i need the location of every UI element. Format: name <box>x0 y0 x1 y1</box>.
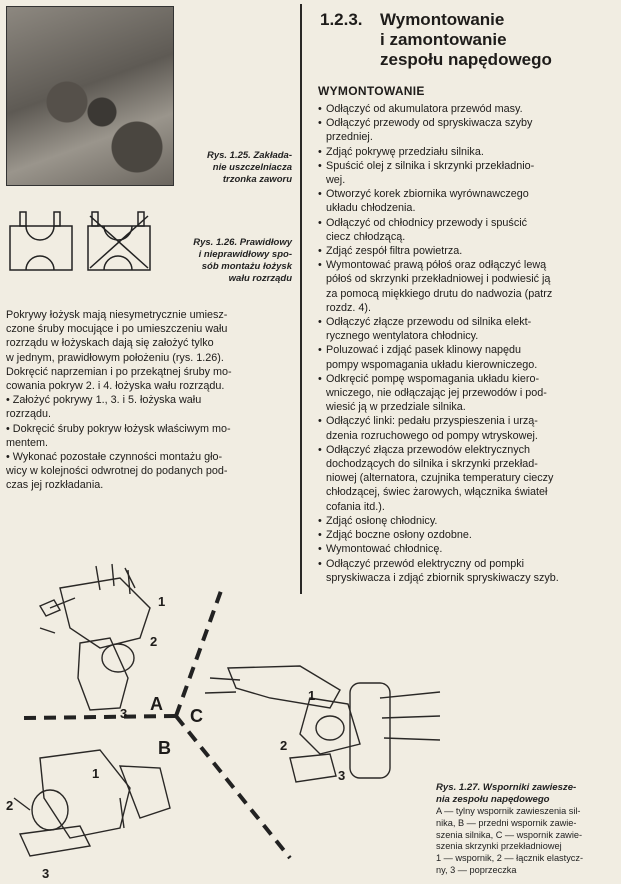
removal-step-line: układu chłodzenia. <box>326 202 416 215</box>
bearing-cap-diagram <box>8 208 156 280</box>
removal-step <box>318 528 614 542</box>
removal-step-line: • Odłączyć przewody od spryskiwacza szyby <box>326 117 533 130</box>
removal-step <box>318 102 614 116</box>
removal-step-line: • Spuścić olej z silnika i skrzynki przekładnio- <box>326 159 535 172</box>
label-A: A <box>150 694 163 714</box>
removal-step-line: • Odkręcić pompę wspomagania układu kiero- <box>326 372 540 385</box>
removal-step <box>318 372 614 415</box>
removal-step <box>318 116 614 144</box>
label-B: B <box>158 738 171 758</box>
label-2-c: 2 <box>280 738 288 753</box>
removal-step-line: • Odłączyć złącze przewodu od silnika elekt- <box>326 316 532 329</box>
removal-step <box>318 216 614 244</box>
section-heading <box>320 10 616 70</box>
removal-heading: WYMONTOWANIE <box>318 84 425 98</box>
removal-step-line: • Odłączyć przewód elektryczny od pompki <box>326 557 525 570</box>
removal-step-line: półoś od skrzynki przekładniowej i podwiesić ją <box>326 273 551 286</box>
label-1-c: 1 <box>308 688 316 703</box>
valve-seal-photo <box>6 6 174 186</box>
removal-step-line: • Poluzować i zdjąć pasek klinowy napędu <box>326 344 522 357</box>
removal-step-line: • Odłączyć od chłodnicy przewody i spuścić <box>326 216 528 229</box>
label-3-b: 3 <box>42 866 50 881</box>
section-title-line-2: i zamontowanie <box>380 30 507 49</box>
fig-127-caption: Rys. 1.27. Wsporniki zawiesze- nia zespołu napędowego A — tylny wspornik zawieszenia sil- nika, B — przedni wspornik zawie- szenia silnika, C — wspornik zawie- szenia skrzynki przekładniowej 1 — wspornik, 2 — łącznik elastycz- ny, 3 — poprzeczka <box>436 782 584 875</box>
removal-step-line: wej. <box>326 174 346 187</box>
removal-step-line: niowej (alternatora, czujnika temperatury cieczy <box>326 472 554 485</box>
removal-step <box>318 145 614 159</box>
removal-step <box>318 514 614 528</box>
section-title-line-1: Wymontowanie <box>380 10 505 29</box>
removal-steps <box>318 102 614 585</box>
fig-125-caption: Rys. 1.25. Zakłada- nie uszczelniacza trzonka zaworu <box>206 150 292 185</box>
fig-126-caption: Rys. 1.26. Prawidłowy i nieprawidłowy spo- sób montażu łożysk wału rozrządu <box>193 237 292 284</box>
removal-step-line: • Zdjąć pokrywę przedziału silnika. <box>326 145 484 158</box>
removal-step-line: • Odłączyć od akumulatora przewód masy. <box>326 103 523 115</box>
removal-step-line: • Wymontować chłodnicę. <box>326 543 443 556</box>
removal-step-line: • Zdjąć zespół filtra powietrza. <box>326 245 463 258</box>
label-C: C <box>190 706 203 726</box>
label-3-a: 3 <box>120 706 128 721</box>
removal-step-line: • Odłączyć złącza przewodów elektrycznych <box>326 443 531 456</box>
removal-step-line: rycznego wentylatora chłodnicy. <box>326 330 479 343</box>
removal-step <box>318 343 614 371</box>
removal-step-line: za pomocą miękkiego drutu do nadwozia (patrz <box>326 287 553 300</box>
removal-step <box>318 159 614 187</box>
removal-step-line: ciecz chłodzącą. <box>326 230 406 243</box>
label-1-a: 1 <box>158 594 166 609</box>
removal-step-line: • Zdjąć osłonę chłodnicy. <box>326 514 438 527</box>
removal-step-line: rozdz. 4). <box>326 301 372 314</box>
removal-step-line: chłodzącej, świec żarowych, włącznika świateł <box>326 486 548 499</box>
removal-step <box>318 244 614 258</box>
column-divider <box>300 4 302 594</box>
label-1-b: 1 <box>92 766 100 781</box>
left-body-text: Pokrywy łożysk mają niesymetrycznie umiesz- czone śruby mocujące i po umieszczeniu wału rozrządu w łożyskach dają się założyć tylko w jednym, prawidłowym położeniu (rys. 1.26). Dokręcić naprzemian i po przekątnej śruby mo- cowania pokryw 2. i 4. łożyska wału rozrządu. • Założyć pokrywy 1., 3. i 5. łożyska wału rozrządu. • Dokręcić śruby pokryw łożysk właściwym mo- mentem. • Wykonać pozostałe czynności montażu gło- wicy w kolejności odwrotnej do podanych pod- czas jej rozkładania. <box>6 309 232 492</box>
removal-step-line: pompy wspomagania układu kierowniczego. <box>326 358 538 371</box>
removal-step-line: cofania itd.). <box>326 500 385 513</box>
removal-step-line: przedniej. <box>326 131 373 144</box>
removal-step-line: • Odłączyć linki: pedału przyspieszenia i urzą- <box>326 415 538 428</box>
removal-step-line: • Zdjąć boczne osłony ozdobne. <box>326 529 472 542</box>
label-2-a: 2 <box>150 634 158 649</box>
removal-step-line: • Otworzyć korek zbiornika wyrównawczego <box>326 188 529 201</box>
removal-step <box>318 414 614 442</box>
removal-step-line: wniczego, nie odłączając jej przewodów i pod- <box>326 387 547 400</box>
removal-step-line: spryskiwacza i zdjąć zbiornik spryskiwaczy szyb. <box>326 571 559 584</box>
removal-step <box>318 443 614 514</box>
removal-step-line: dochodzących do silnika i skrzynki przekład- <box>326 458 538 471</box>
section-title-line-3: zespołu napędowego <box>380 50 552 69</box>
section-number: 1.2.3. <box>320 10 363 29</box>
removal-step <box>318 187 614 215</box>
label-2-b: 2 <box>6 798 14 813</box>
removal-step-line: wiesić ją w przedziale silnika. <box>326 401 466 414</box>
label-3-c: 3 <box>338 768 346 783</box>
removal-step-line: dzenia rozruchowego od pompy wtryskowej. <box>326 429 538 442</box>
removal-step <box>318 315 614 343</box>
removal-step <box>318 258 614 315</box>
removal-step-line: • Wymontować prawą półoś oraz odłączyć lewą <box>326 259 547 272</box>
